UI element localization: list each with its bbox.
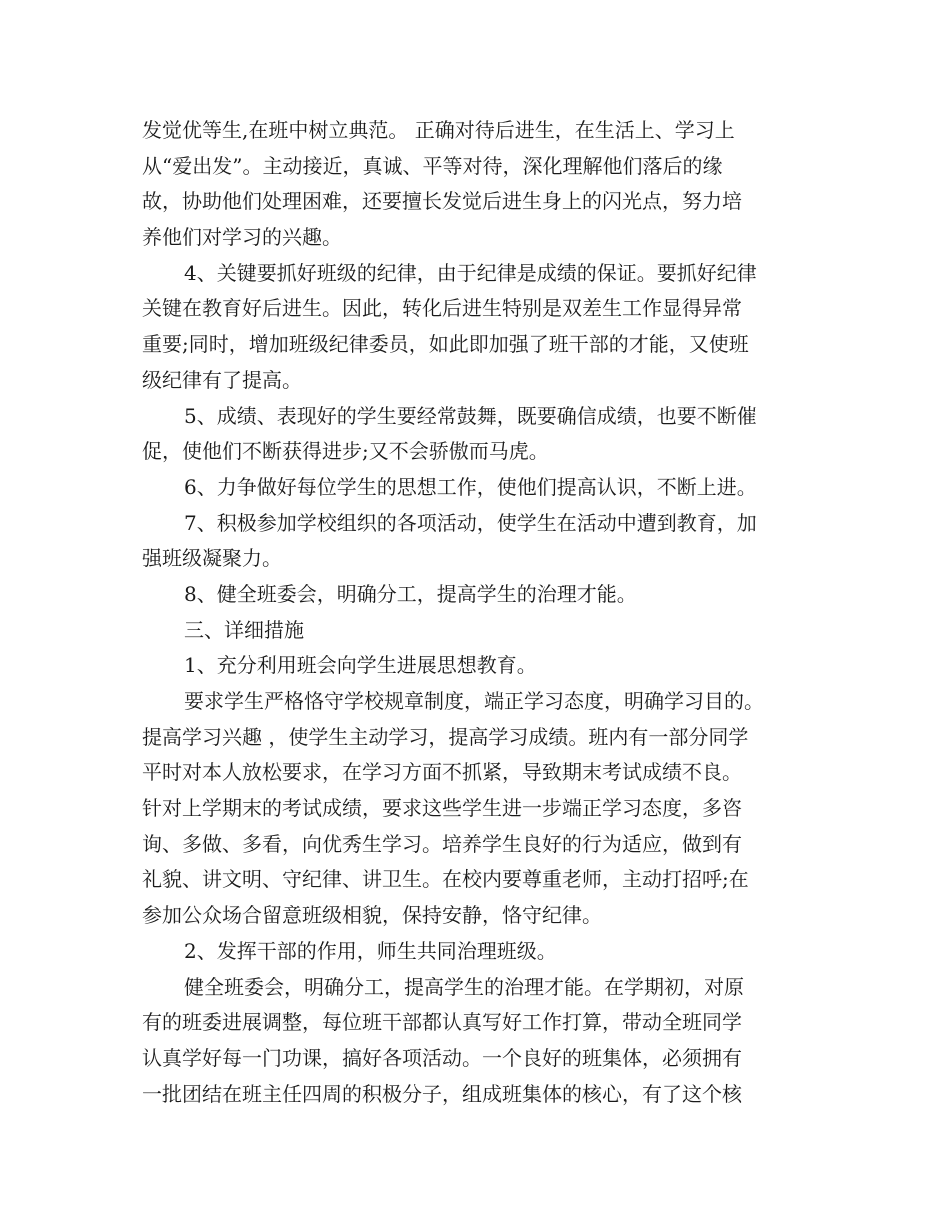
section-heading: 三、详细措施 [184, 617, 304, 642]
text-line: 一批团结在班主任四周的积极分子，组成班集体的核心，有了这个核 [142, 1081, 742, 1106]
text-line: 1、充分利用班会向学生进展思想教育。 [184, 653, 537, 678]
text-line: 2、发挥干部的作用，师生共同治理班级。 [184, 938, 557, 963]
text-line: 7、积极参加学校组织的各项活动，使学生在活动中遭到教育，加 [184, 510, 757, 535]
text-line: 参加公众场合留意班级相貌，保持安静，恪守纪律。 [142, 903, 602, 928]
text-line: 强班级凝聚力。 [142, 546, 282, 571]
text-line: 有的班委进展调整，每位班干部都认真写好工作打算，带动全班同学 [142, 1010, 742, 1035]
text-line: 养他们对学习的兴趣。 [142, 225, 342, 250]
text-line: 询、多做、多看，向优秀生学习。培养学生良好的行为适应，做到有 [142, 831, 742, 856]
text-line: 重要;同时，增加班级纪律委员，如此即加强了班干部的才能，又使班 [142, 332, 749, 357]
text-line: 要求学生严格恪守学校规章制度，端正学习态度，明确学习目的。 [184, 689, 764, 713]
text-line: 5、成绩、表现好的学生要经常鼓舞，既要确信成绩，也要不断催 [184, 403, 757, 428]
body-text [142, 113, 832, 1112]
text-line: 针对上学期末的考试成绩，要求这些学生进一步端正学习态度，多咨 [142, 796, 742, 821]
text-line: 8、健全班委会，明确分工，提高学生的治理才能。 [184, 581, 637, 606]
text-line: 关键在教育好后进生。因此，转化后进生特别是双差生工作显得异常 [142, 296, 742, 321]
text-line: 发觉优等生,在班中树立典范。 正确对待后进生，在生活上、学习上 [142, 118, 735, 142]
text-line: 从“爱出发”。主动接近，真诚、平等对待，深化理解他们落后的缘 [142, 153, 723, 178]
text-line: 提高学习兴趣 ，使学生主动学习，提高学习成绩。班内有一部分同学 [142, 724, 749, 749]
text-line: 礼貌、讲文明、守纪律、讲卫生。在校内要尊重老师，主动打招呼;在 [142, 867, 749, 892]
text-line: 健全班委会，明确分工，提高学生的治理才能。在学期初，对原 [184, 974, 744, 999]
text-line: 促，使他们不断获得进步;又不会骄傲而马虎。 [142, 439, 549, 464]
text-line: 认真学好每一门功课，搞好各项活动。一个良好的班集体，必须拥有 [142, 1045, 742, 1070]
text-line: 4、关键要抓好班级的纪律，由于纪律是成绩的保证。要抓好纪律 [184, 260, 757, 285]
text-line: 平时对本人放松要求，在学习方面不抓紧，导致期末考试成绩不良。 [142, 760, 742, 785]
text-line: 故，协助他们处理困难，还要擅长发觉后进生身上的闪光点，努力培 [142, 189, 742, 214]
text-line: 6、力争做好每位学生的思想工作，使他们提高认识，不断上进。 [184, 474, 757, 499]
text-line: 级纪律有了提高。 [142, 367, 302, 392]
